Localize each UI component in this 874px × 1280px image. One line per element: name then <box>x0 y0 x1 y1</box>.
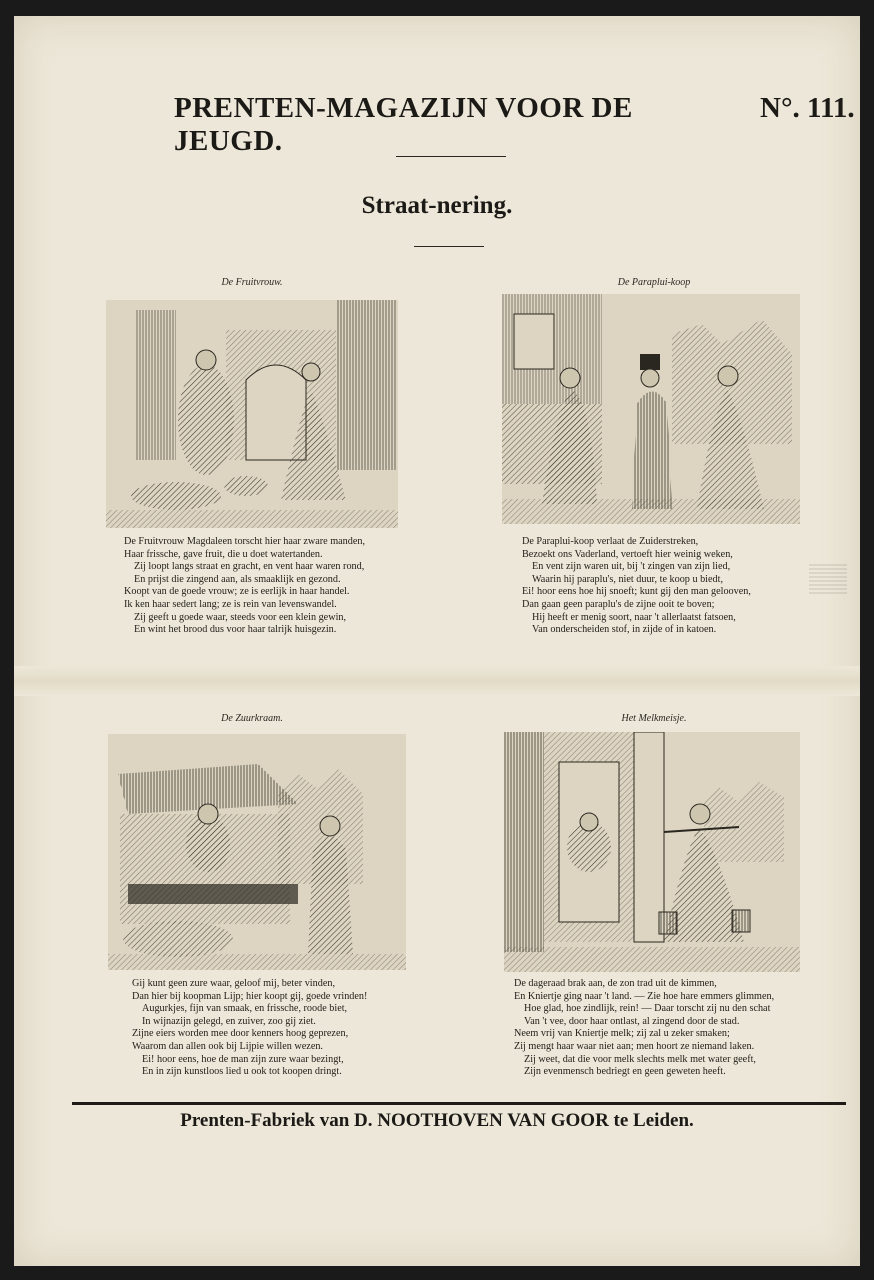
poem-line: Hij heeft er menig soort, naar 't allerlaatst fatsoen, <box>532 611 736 623</box>
masthead-title: PRENTEN-MAGAZIJN VOOR DE JEUGD. <box>174 92 633 157</box>
poem-line: Ei! hoor eens, hoe de man zijn zure waar bezingt, <box>142 1053 344 1065</box>
caption-melkmeisje: Het Melkmeisje. <box>621 713 687 724</box>
poem-melkmeisje <box>514 978 774 1079</box>
poem-line: Dan gaan geen paraplu's de zijne ooit te boven; <box>522 598 715 610</box>
sheet-number: N°. 111. <box>760 92 855 124</box>
footer-rule <box>72 1102 846 1105</box>
illustration-melkmeisje <box>504 732 800 972</box>
caption-fruitvrouw: De Fruitvrouw. <box>221 277 283 288</box>
caption-zuurkraam: De Zuurkraam. <box>221 713 283 724</box>
poem-zuurkraam <box>132 978 367 1079</box>
poem-line: Ei! hoor eens hoe hij snoeft; kunt gij den man gelooven, <box>522 586 751 598</box>
title-rule <box>396 156 506 157</box>
poem-line: Zij mengt haar waar niet aan; men hoort ze niemand laken. <box>514 1040 755 1052</box>
poem-line: Zij weet, dat die voor melk slechts melk met water geeft, <box>524 1053 756 1065</box>
poem-fruitvrouw <box>124 536 365 637</box>
poem-line: Zijn evenmensch bedriegt en geen geweten heeft. <box>524 1066 726 1078</box>
poem-line: Haar frissche, gave fruit, die u doet watertanden. <box>124 548 323 560</box>
poem-line: En wint het brood dus voor haar talrijk huisgezin. <box>134 624 337 636</box>
poem-line: Waarin hij paraplu's, niet duur, te koop u biedt, <box>532 573 724 585</box>
poem-line: Augurkjes, fijn van smaak, en frissche, roode biet, <box>142 1003 348 1015</box>
publisher-imprint: Prenten-Fabriek van D. NOOTHOVEN VAN GOOR te Leiden. <box>180 1110 694 1131</box>
poem-line: Zij loopt langs straat en gracht, en vent haar waren rond, <box>134 561 365 573</box>
illustration-fruitvrouw <box>106 300 398 528</box>
poem-line: Van onderscheiden stof, in zijde of in katoen. <box>532 624 717 636</box>
poem-line: Hoe glad, hoe zindlijk, rein! — Daar torscht zij nu den schat <box>524 1003 771 1015</box>
subtitle-rule <box>414 246 484 247</box>
poem-line: En prijst die zingend aan, als smaaklijk en gezond. <box>134 573 341 585</box>
poem-line: Gij kunt geen zure waar, geloof mij, beter vinden, <box>132 978 335 989</box>
poem-line: En in zijn kunstloos lied u ook tot koopen dringt. <box>142 1066 342 1078</box>
poem-line: Neem vrij van Kniertje melk; zij zal u zeker smaken; <box>514 1028 730 1040</box>
poem-line: De dageraad brak aan, de zon trad uit de kimmen, <box>514 978 717 989</box>
poem-line: En Kniertje ging naar 't land. — Zie hoe hare emmers glimmen, <box>514 990 775 1002</box>
illustration-zuurkraam <box>108 734 406 970</box>
poem-paraplui-koop <box>522 536 751 637</box>
poem-line: Van 't vee, door haar ontlast, al zingend door de stad. <box>524 1015 740 1027</box>
poem-line: Dan hier bij koopman Lijp; hier koopt gij, goede vrinden! <box>132 990 368 1002</box>
library-stamp <box>809 564 847 594</box>
poem-line: Zij geeft u goede waar, steeds voor een klein gewin, <box>134 611 347 623</box>
poem-line: Zijne eiers worden mee door kenners hoog geprezen, <box>132 1028 349 1040</box>
page-subtitle: Straat-nering. <box>361 192 513 219</box>
poem-line: De Paraplui-koop verlaat de Zuiderstreken, <box>522 536 699 547</box>
poem-line: De Fruitvrouw Magdaleen torscht hier haar zware manden, <box>124 536 366 547</box>
poem-line: In wijnazijn gelegd, en zuiver, zoo gij ziet. <box>142 1015 316 1027</box>
illustration-paraplui-koop <box>502 294 800 524</box>
poem-line: Bezoekt ons Vaderland, vertoeft hier weinig weken, <box>522 548 733 560</box>
caption-paraplui-koop: De Paraplui-koop <box>617 277 691 288</box>
poem-line: Koopt van de goede vrouw; ze is eerlijk in haar handel. <box>124 586 350 598</box>
poem-line: Ik ken haar sedert lang; ze is rein van levenswandel. <box>124 598 337 610</box>
broadsheet-page <box>14 16 860 1266</box>
fold-crease <box>14 666 860 696</box>
poem-line: En vent zijn waren uit, bij 't zingen van zijn lied, <box>532 561 731 573</box>
poem-line: Waarom dan allen ook bij Lijpie willen wezen. <box>132 1040 323 1052</box>
